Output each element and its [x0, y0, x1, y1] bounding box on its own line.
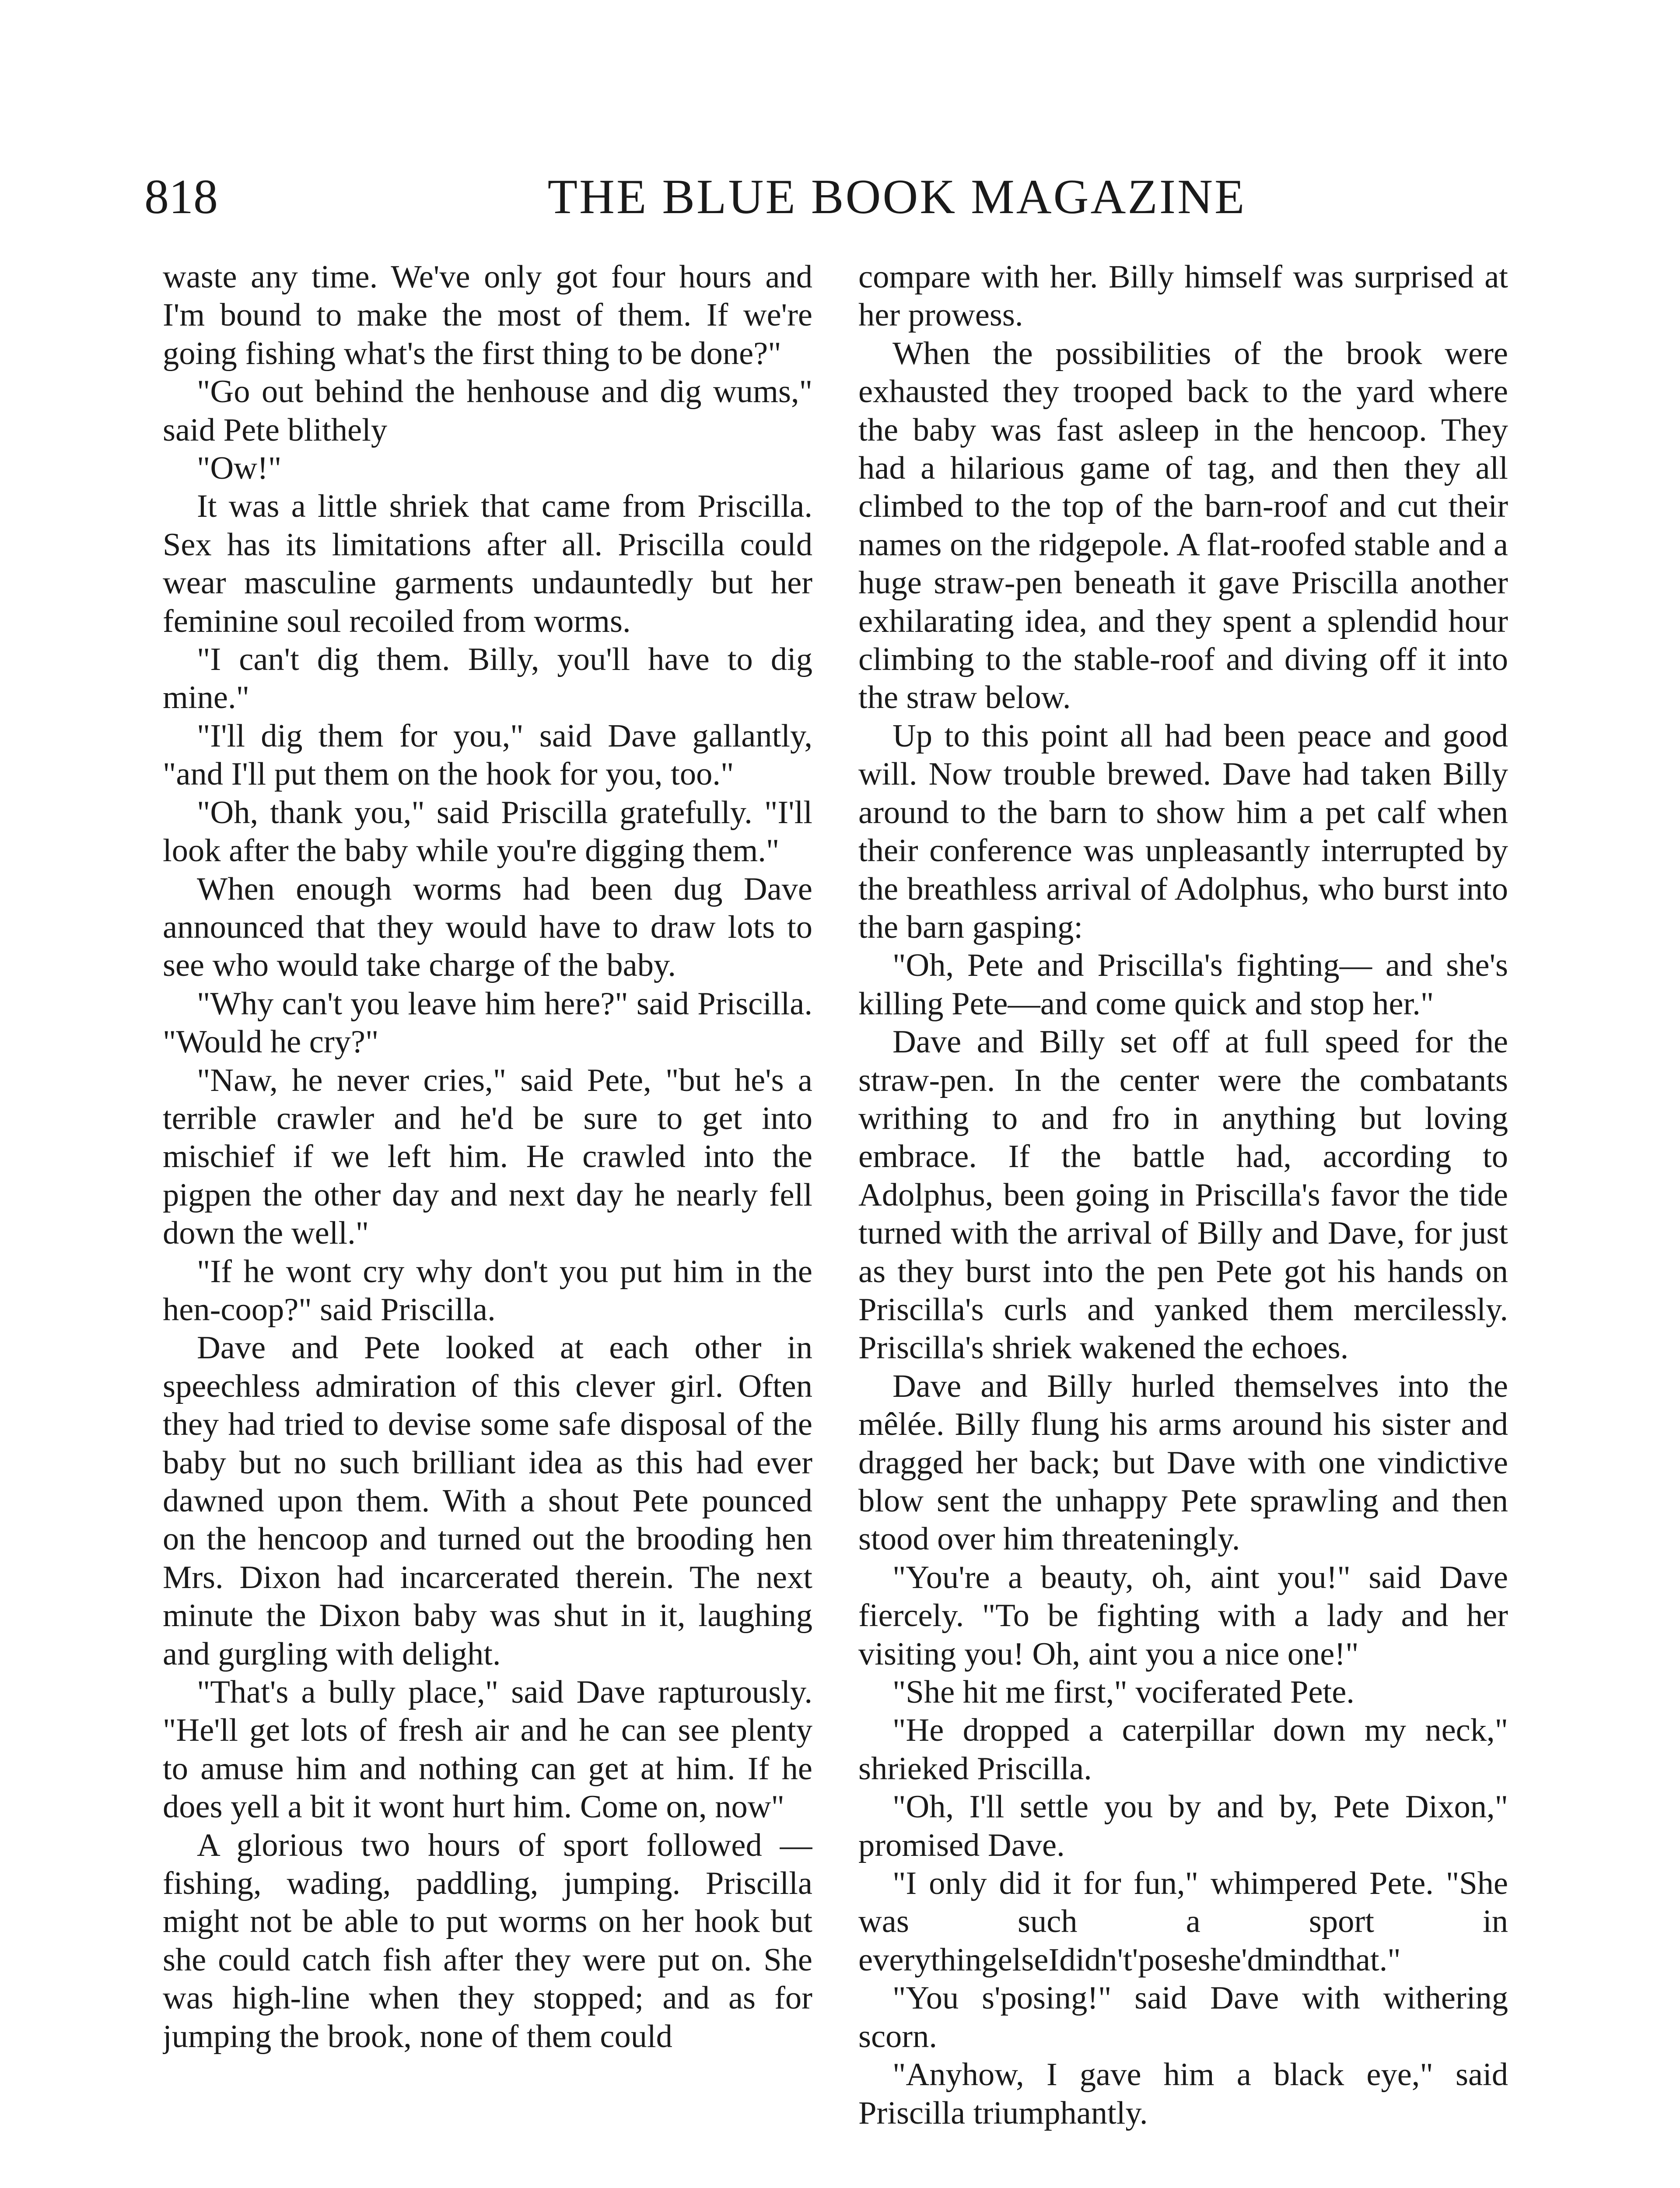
page-number: 818: [144, 170, 218, 224]
paragraph: "If he wont cry why don't you put him in the hen-coop?" said Priscilla.: [163, 1253, 812, 1328]
paragraph: "Ow!": [197, 450, 282, 487]
paragraph: Dave and Billy set off at full speed for the straw-pen. In the center were the combatants writhing to and fro in anything but loving embrace. If the battle had, according to Adolphus, been going in Priscilla's favor the tide turned with the arrival of Billy and Dave, for just as they burst into the pen Pete got his hands on Priscilla's curls and yanked them mercilessly. Priscilla's shriek wakened the echoes.: [858, 1024, 1508, 1366]
paragraph: When the possibilities of the brook were exhausted they trooped back to the yard where the baby was fast asleep in the hencoop. They had a hilarious game of tag, and then they all climbed to the top of the barn-roof and cut their names on the ridgepole. A flat-roofed stable and a huge straw-pen beneath it gave Priscilla another exhilarating idea, and they spent a splendid hour climbing to the stable-roof and diving off it into the straw below.: [858, 335, 1508, 716]
paragraph: compare with her. Billy himself was surprised at her prowess.: [858, 259, 1508, 333]
paragraph: Dave and Pete looked at each other in speechless admiration of this clever girl. Often they had tried to devise some safe disposal of the baby but no such brilliant idea as this had ever dawned upon them. With a shout Pete pounced on the hencoop and turned out the brooding hen Mrs. Dixon had incarcerated therein. The next minute the Dixon baby was shut in it, laughing and gurgling with delight.: [163, 1330, 812, 1672]
paragraph: "That's a bully place," said Dave rapturously. "He'll get lots of fresh air and he can see plenty to amuse him and nothing can get at him. If he does yell a bit it wont hurt him. Come on, now": [163, 1674, 812, 1825]
paragraph: Dave and Billy hurled themselves into the mêlée. Billy flung his arms around his sister and dragged her back; but Dave with one vindictive blow sent the unhappy Pete sprawling and then stood over him threateningly.: [858, 1368, 1508, 1557]
paragraph: "I only did it for fun," whimpered Pete. "She was such a sport in everythingelseIdidn't'poseshe'dmindthat.": [858, 1865, 1508, 1978]
paragraph: When enough worms had been dug Dave announced that they would have to draw lots to see who would take charge of the baby.: [163, 871, 812, 984]
paragraph: "Why can't you leave him here?" said Priscilla. "Would he cry?": [163, 985, 812, 1060]
paragraph: It was a little shriek that came from Priscilla. Sex has its limitations after all. Priscilla could wear masculine garments undauntedly but her feminine soul recoiled from worms.: [163, 488, 812, 639]
paragraph: "Oh, thank you," said Priscilla gratefully. "I'll look after the baby while you're digging them.": [163, 794, 812, 869]
paragraph: "Naw, he never cries," said Pete, "but he's a terrible crawler and he'd be sure to get into mischief if we left him. He crawled into the pigpen the other day and next day he nearly fell down the well.": [163, 1062, 812, 1252]
paragraph: "Oh, I'll settle you by and by, Pete Dixon," promised Dave.: [858, 1789, 1508, 1863]
paragraph: "I'll dig them for you," said Dave gallantly, "and I'll put them on the hook for you, too.": [163, 718, 812, 792]
paragraph: "Go out behind the henhouse and dig wums," said Pete blithely: [163, 374, 812, 448]
paragraph: waste any time. We've only got four hours and I'm bound to make the most of them. If we're going fishing what's the first thing to be done?": [163, 259, 812, 372]
paragraph: Up to this point all had been peace and good will. Now trouble brewed. Dave had taken Billy around to the barn to show him a pet calf when their conference was unpleasantly interrupted by the breathless arrival of Adolphus, who burst into the barn gasping:: [858, 718, 1508, 945]
paragraph: "You're a beauty, oh, aint you!" said Dave fiercely. "To be fighting with a lady and her visiting you! Oh, aint you a nice one!": [858, 1559, 1508, 1672]
paragraph: "Anyhow, I gave him a black eye," said Priscilla triumphantly.: [858, 2057, 1508, 2131]
paragraph: "You s'posing!" said Dave with withering scorn.: [858, 1980, 1508, 2055]
paragraph: "I can't dig them. Billy, you'll have to dig mine.": [163, 642, 812, 716]
text-column-right: [858, 258, 1508, 2188]
paragraph: "Oh, Pete and Priscilla's fighting— and she's killing Pete—and come quick and stop her.": [858, 947, 1508, 1022]
paragraph: "She hit me first," vociferated Pete.: [892, 1674, 1354, 1711]
running-head-title: THE BLUE BOOK MAGAZINE: [547, 170, 1246, 224]
paragraph: "He dropped a caterpillar down my neck," shrieked Priscilla.: [858, 1712, 1508, 1787]
paragraph: A glorious two hours of sport followed —fishing, wading, paddling, jumping. Priscilla might not be able to put worms on her hook but she could catch fish after they were put on. She was high-line when they stopped; and as for jumping the brook, none of them could: [163, 1827, 812, 2055]
text-column-left: [163, 258, 812, 2188]
